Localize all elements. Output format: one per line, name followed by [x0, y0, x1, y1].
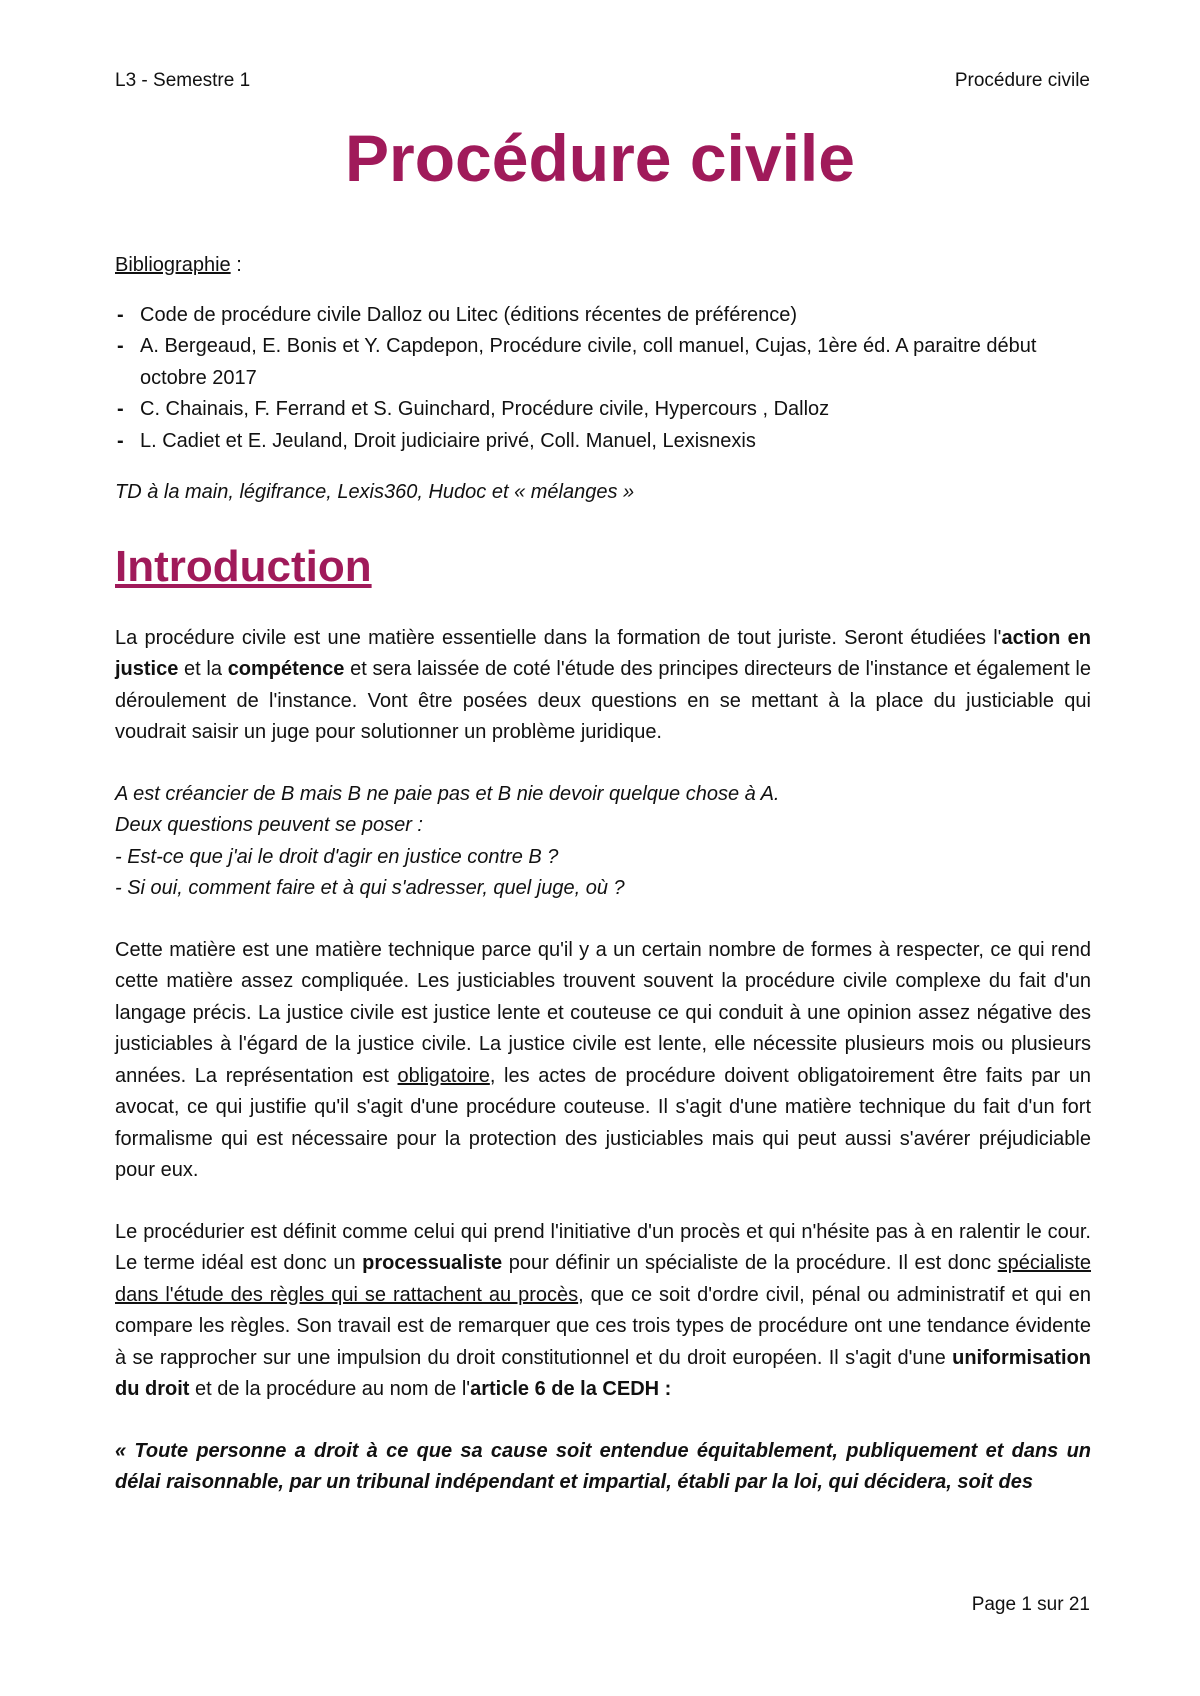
text-run: Cette matière est une matière technique parce qu'il y a un certain nombre de formes à respecter, ce qui rend cette matière assez compliquée. Les justiciables trouvent souvent la procédure civile complexe du fait d'un langage précis. La justice civile est justice lente et couteuse ce qui conduit à une opinion assez négative des justiciables à l'égard de la justice civile. La justice civile est lente, elle nécessite plusieurs mois ou plusieurs années. La représentation est: [115, 938, 1091, 1087]
example-line: - Est-ce que j'ai le droit d'agir en justice contre B ?: [115, 845, 559, 868]
text-run: et de la procédure au nom de l': [189, 1378, 471, 1400]
intro-paragraph-1: [115, 623, 1091, 749]
page-number: Page 1 sur 21: [971, 1594, 1090, 1615]
bold-term-competence: compétence: [227, 658, 345, 680]
intro-paragraph-2: [115, 935, 1091, 1187]
bibliography-label: Bibliographie: [115, 254, 231, 276]
text-run: Le procédurier est définit comme celui qui prend l'initiative d'un procès et qui n'hésite pas à en ralentir le cour. Le terme idéal est donc un: [115, 1220, 1091, 1274]
resources-note: TD à la main, légifrance, Lexis360, Hudoc et « mélanges »: [115, 481, 635, 503]
text-run: pour définir un spécialiste de la procédure. Il est donc: [502, 1252, 998, 1274]
example-line: - Si oui, comment faire et à qui s'adresser, quel juge, où ?: [115, 877, 625, 899]
text-run: , que ce soit d'ordre civil, pénal ou administratif et qui en compare les règles. Son travail est de remarquer que ces trois types de procédure ont une tendance évidente à se rapprocher sur une impulsion du droit constitutionnel et du droit européen. Il s'agit d'une: [115, 1283, 1091, 1369]
bibliography-list: [115, 300, 1091, 458]
header-subject-label: Procédure civile: [954, 70, 1090, 91]
text-run: La procédure civile est une matière essentielle dans la formation de tout juriste. Seront étudiées l': [115, 626, 1002, 649]
bibliography-item: - L. Cadiet et E. Jeuland, Droit judiciaire privé, Coll. Manuel, Lexisnexis: [115, 426, 1091, 458]
header-course-label: L3 - Semestre 1: [115, 70, 251, 91]
document-title: Procédure civile: [345, 121, 855, 195]
example-line: Deux questions peuvent se poser :: [115, 814, 423, 836]
document-body: [115, 250, 1091, 1499]
text-run: , les actes de procédure doivent obligatoirement être faits par un avocat, ce qui justifie qu'il s'agit d'une procédure couteuse. Il s'agit d'une matière technique du fait d'un fort formalisme qui est nécessaire pour la protection des justiciables mais qui peut aussi s'avérer préjudiciable pour eux.: [115, 1064, 1091, 1181]
bold-term-uniformisation: uniformisation du droit: [115, 1346, 1091, 1400]
underlined-definition: spécialiste dans l'étude des règles qui se rattachent au procès: [115, 1252, 1092, 1306]
bibliography-item: - C. Chainais, F. Ferrand et S. Guinchard, Procédure civile, Hypercours , Dalloz: [115, 394, 1091, 426]
underlined-term-obligatoire: obligatoire: [397, 1064, 490, 1087]
bold-term-action-en-justice: action en justice: [115, 626, 1091, 680]
text-run: et la: [178, 658, 228, 680]
bibliography-heading: [115, 250, 1091, 282]
bibliography-label-suffix: :: [230, 254, 242, 276]
text-run: et sera laissée de coté l'étude des principes directeurs de l'instance et également le déroulement de l'instance. Vont être posées deux questions en se mettant à la place du justiciable qui voudrait saisir un juge pour solutionner un problème juridique.: [115, 658, 1091, 743]
cedh-quote: « Toute personne a droit à ce que sa cause soit entendue équitablement, publiquement et dans un délai raisonnable, par un tribunal indépendant et impartial, établi par la loi, qui décidera, soit des: [115, 1439, 1091, 1493]
example-line: A est créancier de B mais B ne paie pas et B nie devoir quelque chose à A.: [115, 782, 780, 805]
introduction-heading: Introduction: [115, 541, 372, 591]
bibliography-item: - Code de procédure civile Dalloz ou Litec (éditions récentes de préférence): [115, 300, 1091, 332]
example-block: [115, 779, 1091, 905]
intro-paragraph-3: [115, 1217, 1091, 1406]
bibliography-item: - A. Bergeaud, E. Bonis et Y. Capdepon, Procédure civile, coll manuel, Cujas, 1ère éd. A paraitre début octobre 2017: [115, 331, 1091, 394]
bold-term-processualiste: processualiste: [362, 1252, 503, 1274]
bold-term-article-6: article 6 de la CEDH :: [470, 1378, 672, 1400]
